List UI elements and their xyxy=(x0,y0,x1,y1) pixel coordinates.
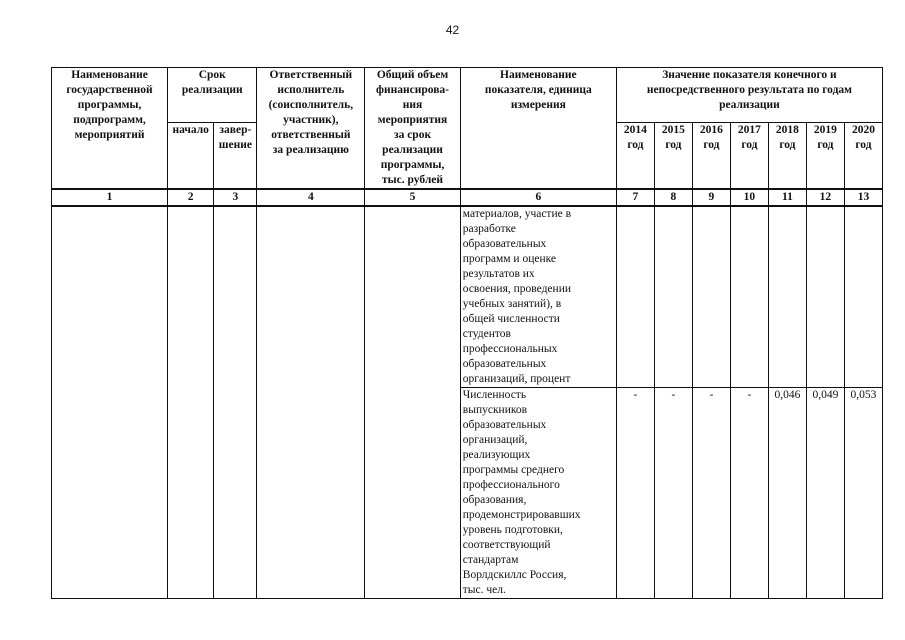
page-number: 42 xyxy=(445,23,460,37)
column-number: 4 xyxy=(257,189,365,206)
indicator-name-cell: материалов, участие в разработке образовательных программ и оценке результатов их освоения, проведении учебных занятий), в общей численности студентов профессиональных образовательных организаций, процент xyxy=(460,206,616,388)
value-cell-2015: - xyxy=(654,388,692,599)
column-number: 8 xyxy=(654,189,692,206)
column-number: 9 xyxy=(692,189,730,206)
header-year-2018: 2018 год xyxy=(768,123,806,189)
column-number: 6 xyxy=(460,189,616,206)
header-year-2020: 2020 год xyxy=(844,123,882,189)
header-indicator-values: Значение показателя конечного и непосредственного результата по годам реализации xyxy=(616,68,882,123)
value-cell-2018: 0,046 xyxy=(768,388,806,599)
header-program-name: Наименование государственной программы, подпрограмм, мероприятий xyxy=(52,68,168,190)
header-year-2019: 2019 год xyxy=(806,123,844,189)
value-cell-2017 xyxy=(730,206,768,388)
value-cell-2019: 0,049 xyxy=(806,388,844,599)
column-number: 3 xyxy=(214,189,257,206)
value-cell-2016: - xyxy=(692,388,730,599)
value-cell-2017: - xyxy=(730,388,768,599)
header-start: начало xyxy=(168,123,214,189)
indicator-name-cell: Численность выпускников образовательных организаций, реализующих программы среднего профессионального образования, продемонстрировавших уровень подготовки, соответствующий стандартам Ворлдскиллс Россия, тыс. чел. xyxy=(460,388,616,599)
value-cell-2016 xyxy=(692,206,730,388)
header-term: Срок реализации xyxy=(168,68,257,123)
header-year-2014: 2014 год xyxy=(616,123,654,189)
column-number-row xyxy=(52,189,883,206)
column-number: 2 xyxy=(168,189,214,206)
value-cell-2014: - xyxy=(616,388,654,599)
value-cell-2015 xyxy=(654,206,692,388)
program-name-cell xyxy=(52,206,168,599)
header-funding: Общий объем финансирова- ния мероприятия за срок реализации программы, тыс. рублей xyxy=(365,68,461,190)
value-cell-2020: 0,053 xyxy=(844,388,882,599)
end-cell xyxy=(214,206,257,599)
header-year-2016: 2016 год xyxy=(692,123,730,189)
column-number: 5 xyxy=(365,189,461,206)
column-number: 12 xyxy=(806,189,844,206)
value-cell-2018 xyxy=(768,206,806,388)
column-number: 7 xyxy=(616,189,654,206)
header-year-2017: 2017 год xyxy=(730,123,768,189)
column-number: 10 xyxy=(730,189,768,206)
value-cell-2020 xyxy=(844,206,882,388)
column-number: 13 xyxy=(844,189,882,206)
column-number: 1 xyxy=(52,189,168,206)
header-responsible: Ответственный исполнитель (соисполнитель, участник), ответственный за реализацию xyxy=(257,68,365,190)
start-cell xyxy=(168,206,214,599)
header-year-2015: 2015 год xyxy=(654,123,692,189)
responsible-cell xyxy=(257,206,365,599)
value-cell-2019 xyxy=(806,206,844,388)
funding-cell xyxy=(365,206,461,599)
column-number: 11 xyxy=(768,189,806,206)
header-indicator-name: Наименование показателя, единица измерения xyxy=(460,68,616,190)
table-row xyxy=(52,206,883,388)
header-end: завер- шение xyxy=(214,123,257,189)
value-cell-2014 xyxy=(616,206,654,388)
indicators-table xyxy=(51,67,883,599)
